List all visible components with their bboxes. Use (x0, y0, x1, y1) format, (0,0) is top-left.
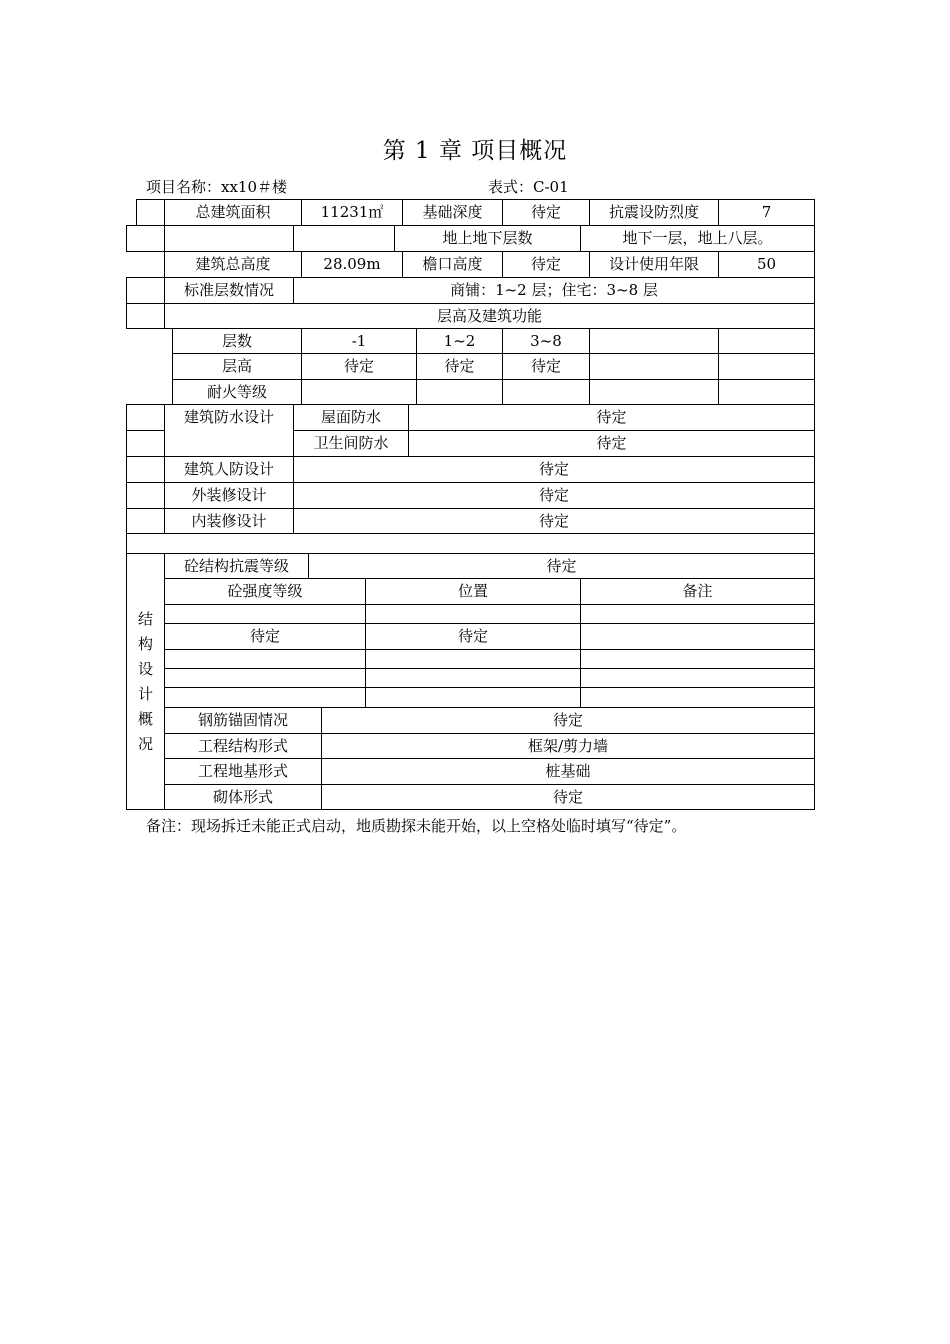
rebar-anchor-label: 钢筋锚固情况 (164, 707, 322, 734)
blank-cell (718, 379, 815, 405)
section-char: 概 (137, 709, 153, 728)
blank-cell (136, 199, 165, 226)
foundation-form-value: 桩基础 (321, 758, 815, 785)
design-life-label: 设计使用年限 (589, 251, 719, 278)
exterior-label: 外装修设计 (164, 482, 294, 509)
floor-count-value: 3~8 (502, 328, 590, 354)
section-char: 计 (137, 684, 153, 703)
blank-cell (164, 604, 366, 624)
blank-cell (301, 379, 417, 405)
footnote: 备注：现场拆迁未能正式启动，地质勘探未能开始，以上空格处临时填写“待定”。 (146, 817, 687, 835)
blank-cell (164, 649, 366, 669)
blank-cell (365, 604, 581, 624)
blank-cell (126, 225, 165, 252)
floor-height-value: 待定 (416, 353, 503, 380)
floors-above-below-label: 地上地下层数 (394, 225, 581, 252)
concrete-strength-label: 砼强度等级 (164, 578, 366, 605)
exterior-value: 待定 (293, 482, 815, 509)
blank-cell (126, 508, 165, 534)
blank-cell (580, 604, 815, 624)
floor-height-value: 待定 (502, 353, 590, 380)
blank-cell (718, 328, 815, 354)
blank-cell (126, 303, 165, 329)
section-char: 构 (137, 634, 153, 653)
blank-cell (580, 623, 815, 650)
seismic-value: 7 (718, 199, 815, 226)
eave-height-label: 檐口高度 (402, 251, 503, 278)
waterproof-label: 建筑防水设计 (164, 404, 294, 457)
structure-section-label (126, 553, 165, 810)
blank-cell (126, 430, 165, 457)
remark-label: 备注 (580, 578, 815, 605)
foundation-depth-label: 基础深度 (402, 199, 503, 226)
blank-cell (126, 404, 165, 431)
seismic-label: 抗震设防烈度 (589, 199, 719, 226)
floors-above-below-value: 地下一层，地上八层。 (580, 225, 815, 252)
spacer-row (126, 533, 815, 554)
blank-cell (365, 687, 581, 708)
position-label: 位置 (365, 578, 581, 605)
blank-cell (416, 379, 503, 405)
floor-count-value: -1 (301, 328, 417, 354)
civil-defense-label: 建筑人防设计 (164, 456, 294, 483)
blank-cell (580, 668, 815, 688)
blank-cell (502, 379, 590, 405)
blank-cell (126, 277, 165, 304)
std-floors-value: 商铺：1~2 层；住宅：3~8 层 (293, 277, 815, 304)
floor-count-value: 1~2 (416, 328, 503, 354)
structure-form-label: 工程结构形式 (164, 733, 322, 759)
total-area-value: 11231㎡ (301, 199, 403, 226)
concrete-strength-value: 待定 (164, 623, 366, 650)
blank-cell (718, 353, 815, 380)
masonry-label: 砌体形式 (164, 784, 322, 810)
blank-cell (365, 649, 581, 669)
fire-rating-label: 耐火等级 (172, 379, 302, 405)
std-floors-label: 标准层数情况 (164, 277, 294, 304)
blank-cell (365, 668, 581, 688)
section-char: 结 (137, 609, 153, 628)
roof-waterproof-label: 屋面防水 (293, 404, 409, 431)
bath-waterproof-label: 卫生间防水 (293, 430, 409, 457)
eave-height-value: 待定 (502, 251, 590, 278)
blank-cell (164, 687, 366, 708)
height-function-label: 层高及建筑功能 (164, 303, 815, 329)
blank-cell (126, 456, 165, 483)
blank-cell (126, 482, 165, 509)
project-name: 项目名称：xx10＃楼 (146, 178, 288, 196)
design-life-value: 50 (718, 251, 815, 278)
rebar-anchor-value: 待定 (321, 707, 815, 734)
seismic-grade-label: 砼结构抗震等级 (164, 553, 309, 579)
total-height-label: 建筑总高度 (164, 251, 302, 278)
masonry-value: 待定 (321, 784, 815, 810)
blank-cell (164, 225, 294, 252)
total-area-label: 总建筑面积 (164, 199, 302, 226)
blank-cell (589, 328, 719, 354)
blank-cell (589, 353, 719, 380)
blank-cell (589, 379, 719, 405)
interior-value: 待定 (293, 508, 815, 534)
blank-cell (580, 649, 815, 669)
page-title: 第 1 章 项目概况 (382, 138, 568, 164)
position-value: 待定 (365, 623, 581, 650)
section-char: 况 (137, 734, 153, 753)
foundation-depth-value: 待定 (502, 199, 590, 226)
civil-defense-value: 待定 (293, 456, 815, 483)
structure-form-value: 框架/剪力墙 (321, 733, 815, 759)
floor-height-label: 层高 (172, 353, 302, 380)
bath-waterproof-value: 待定 (408, 430, 815, 457)
blank-cell (164, 668, 366, 688)
total-height-value: 28.09m (301, 251, 403, 278)
floor-count-label: 层数 (172, 328, 302, 354)
blank-cell (293, 225, 395, 252)
foundation-form-label: 工程地基形式 (164, 758, 322, 785)
blank-cell (580, 687, 815, 708)
seismic-grade-value: 待定 (308, 553, 815, 579)
section-char: 设 (137, 659, 153, 678)
form-code: 表式：C-01 (488, 178, 569, 196)
floor-height-value: 待定 (301, 353, 417, 380)
roof-waterproof-value: 待定 (408, 404, 815, 431)
interior-label: 内装修设计 (164, 508, 294, 534)
